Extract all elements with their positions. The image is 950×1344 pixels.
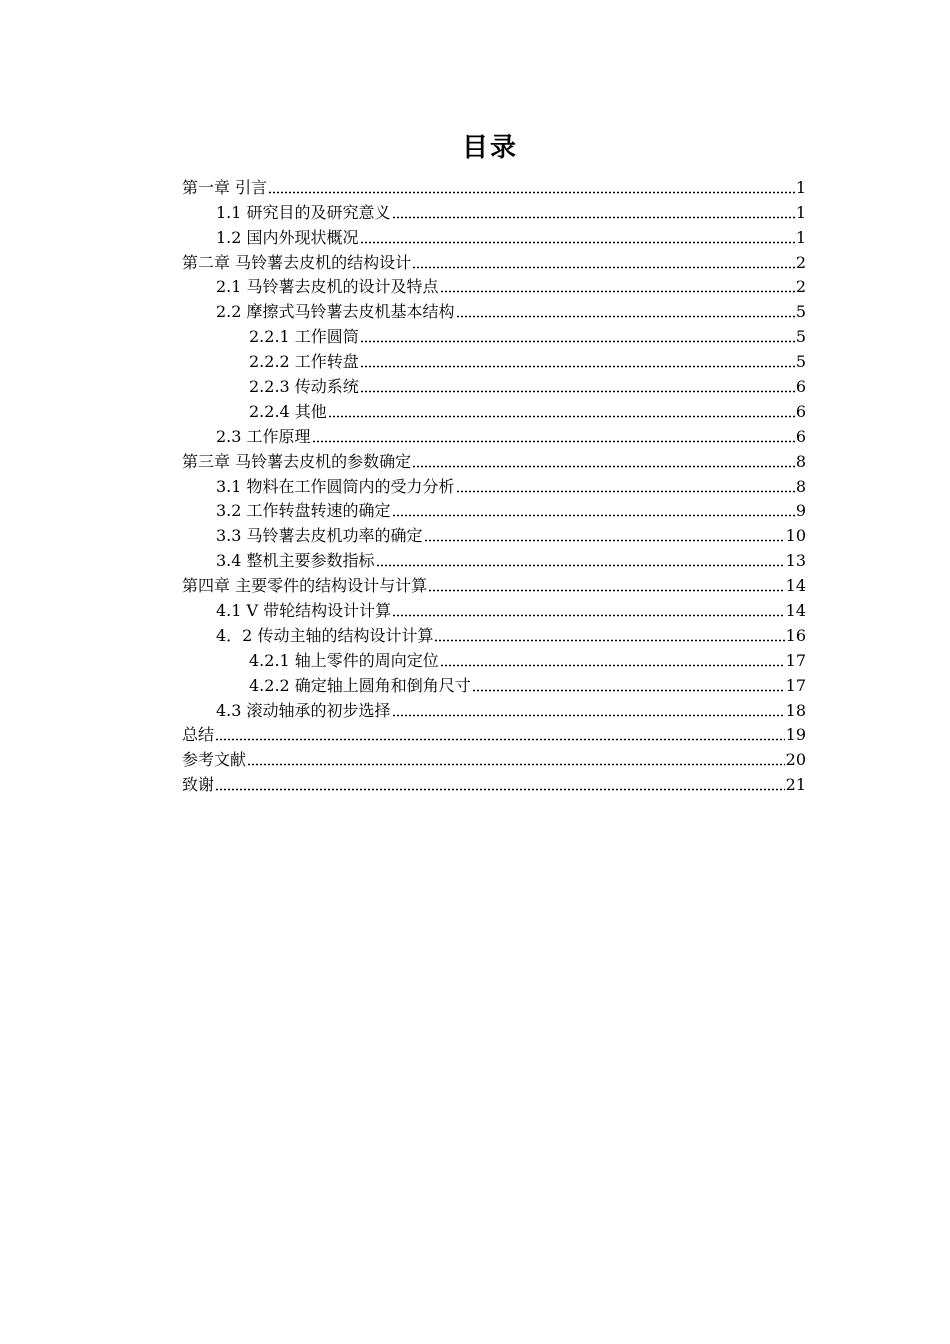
toc-page-number: 9	[795, 501, 806, 521]
toc-entry-text: 2.2.1 工作圆筒	[249, 327, 359, 347]
toc-entry-text: 2.3 工作原理	[216, 426, 311, 446]
toc-dot-leader	[360, 340, 795, 343]
toc-dot-leader	[472, 689, 785, 692]
toc-entry-text: 4.2.1 轴上零件的周向定位	[249, 650, 439, 670]
toc-page-number: 5	[795, 302, 806, 322]
toc-entry-text: 1.2 国内外现状概况	[216, 227, 359, 247]
toc-entry-text: 总结	[182, 725, 215, 745]
toc-page-number: 5	[795, 352, 806, 372]
toc-entry-text: 1.1 研究目的及研究意义	[216, 202, 391, 222]
toc-page-number: 1	[795, 177, 806, 197]
toc-dot-leader	[424, 539, 785, 542]
toc-dot-leader	[392, 514, 795, 517]
toc-entry-text: 第四章 主要零件的结构设计与计算	[182, 576, 428, 596]
toc-entry[interactable]	[182, 274, 806, 299]
toc-dot-leader	[392, 714, 785, 717]
toc-page-number: 10	[785, 526, 806, 546]
toc-dot-leader	[360, 390, 795, 393]
toc-dot-leader	[412, 266, 795, 269]
toc-page-number: 6	[795, 377, 806, 397]
toc-dot-leader	[392, 216, 795, 219]
toc-entry[interactable]	[182, 174, 806, 199]
toc-entry[interactable]	[182, 498, 806, 523]
toc-entry-text: 3.3 马铃薯去皮机功率的确定	[216, 526, 423, 546]
toc-entry-text: 3.2 工作转盘转速的确定	[216, 501, 391, 521]
toc-entry[interactable]	[182, 522, 806, 547]
toc-entry[interactable]	[182, 771, 806, 796]
toc-entry-text: 3.4 整机主要参数指标	[216, 551, 375, 571]
toc-page-number: 1	[795, 202, 806, 222]
toc-page-number: 2	[795, 252, 806, 272]
toc-entry[interactable]	[182, 647, 806, 672]
toc-entry[interactable]	[182, 398, 806, 423]
toc-dot-leader	[428, 589, 785, 592]
toc-entry[interactable]	[182, 199, 806, 224]
toc-dot-leader	[376, 564, 785, 567]
toc-page-number: 17	[785, 650, 806, 670]
toc-entry[interactable]	[182, 572, 806, 597]
toc-page-number: 8	[795, 476, 806, 496]
toc-entry-text: 第二章 马铃薯去皮机的结构设计	[182, 252, 412, 272]
toc-page-number: 5	[795, 327, 806, 347]
toc-entry[interactable]	[182, 672, 806, 697]
toc-dot-leader	[392, 614, 784, 617]
toc-dot-leader	[312, 440, 795, 443]
toc-dot-leader	[360, 241, 795, 244]
toc-dot-leader	[456, 315, 795, 318]
toc-entry-text: 3.1 物料在工作圆筒内的受力分析	[216, 476, 455, 496]
toc-page-number: 6	[795, 426, 806, 446]
toc-entry[interactable]	[182, 323, 806, 348]
toc-dot-leader	[440, 290, 795, 293]
toc-entry[interactable]	[182, 448, 806, 473]
toc-dot-leader	[456, 490, 795, 493]
toc-entry[interactable]	[182, 423, 806, 448]
toc-page-number: 19	[785, 725, 806, 745]
toc-dot-leader	[215, 788, 785, 791]
toc-entry[interactable]	[182, 547, 806, 572]
toc-page-number: 20	[785, 750, 806, 770]
toc-page-number: 17	[785, 675, 806, 695]
toc-page-number: 2	[795, 277, 806, 297]
toc-page-number: 18	[785, 700, 806, 720]
toc-dot-leader	[215, 738, 785, 741]
toc-page-number: 6	[795, 401, 806, 421]
toc-entry[interactable]	[182, 473, 806, 498]
toc-page-number: 13	[785, 551, 806, 571]
toc-entry[interactable]	[182, 249, 806, 274]
toc-entry[interactable]	[182, 373, 806, 398]
toc-entry[interactable]	[182, 622, 806, 647]
toc-entry-text: 致谢	[182, 775, 215, 795]
toc-entry[interactable]	[182, 348, 806, 373]
toc-entry[interactable]	[182, 697, 806, 722]
toc-page-number: 21	[785, 775, 806, 795]
toc-entry[interactable]	[182, 746, 806, 771]
toc-entry-text: 4.1 V 带轮结构设计计算	[216, 601, 392, 621]
toc-entry-text: 2.2 摩擦式马铃薯去皮机基本结构	[216, 302, 455, 322]
toc-entry-text: 2.2.3 传动系统	[249, 377, 359, 397]
toc-dot-leader	[268, 191, 795, 194]
toc-entry-text: 4.3 滚动轴承的初步选择	[216, 700, 391, 720]
toc-entry-text: 参考文献	[182, 750, 247, 770]
toc-dot-leader	[412, 465, 795, 468]
toc-page-number: 8	[795, 451, 806, 471]
toc-title: 目录	[461, 133, 518, 163]
toc-entry-text: 第三章 马铃薯去皮机的参数确定	[182, 451, 412, 471]
toc-entry-text: 2.2.2 工作转盘	[249, 352, 359, 372]
toc-page-number: 14	[785, 576, 806, 596]
toc-entry-text: 2.2.4 其他	[249, 401, 327, 421]
toc-entry-text: 4．2 传动主轴的结构设计计算	[216, 625, 434, 645]
toc-entry[interactable]	[182, 722, 806, 747]
toc-entry-text: 4.2.2 确定轴上圆角和倒角尺寸	[249, 675, 471, 695]
toc-entry[interactable]	[182, 224, 806, 249]
toc-entry[interactable]	[182, 298, 806, 323]
toc-dot-leader	[360, 365, 795, 368]
toc-entry-text: 2.1 马铃薯去皮机的设计及特点	[216, 277, 439, 297]
toc-page-number: 16	[785, 625, 806, 645]
toc-page-number: 14	[785, 601, 806, 621]
toc-dot-leader	[328, 415, 795, 418]
toc-entry-text: 第一章 引言	[182, 177, 268, 197]
toc-entry[interactable]	[182, 597, 806, 622]
toc-dot-leader	[247, 763, 785, 766]
toc-list	[182, 174, 806, 796]
toc-dot-leader	[434, 639, 784, 642]
toc-dot-leader	[440, 664, 785, 667]
toc-page-number: 1	[795, 227, 806, 247]
